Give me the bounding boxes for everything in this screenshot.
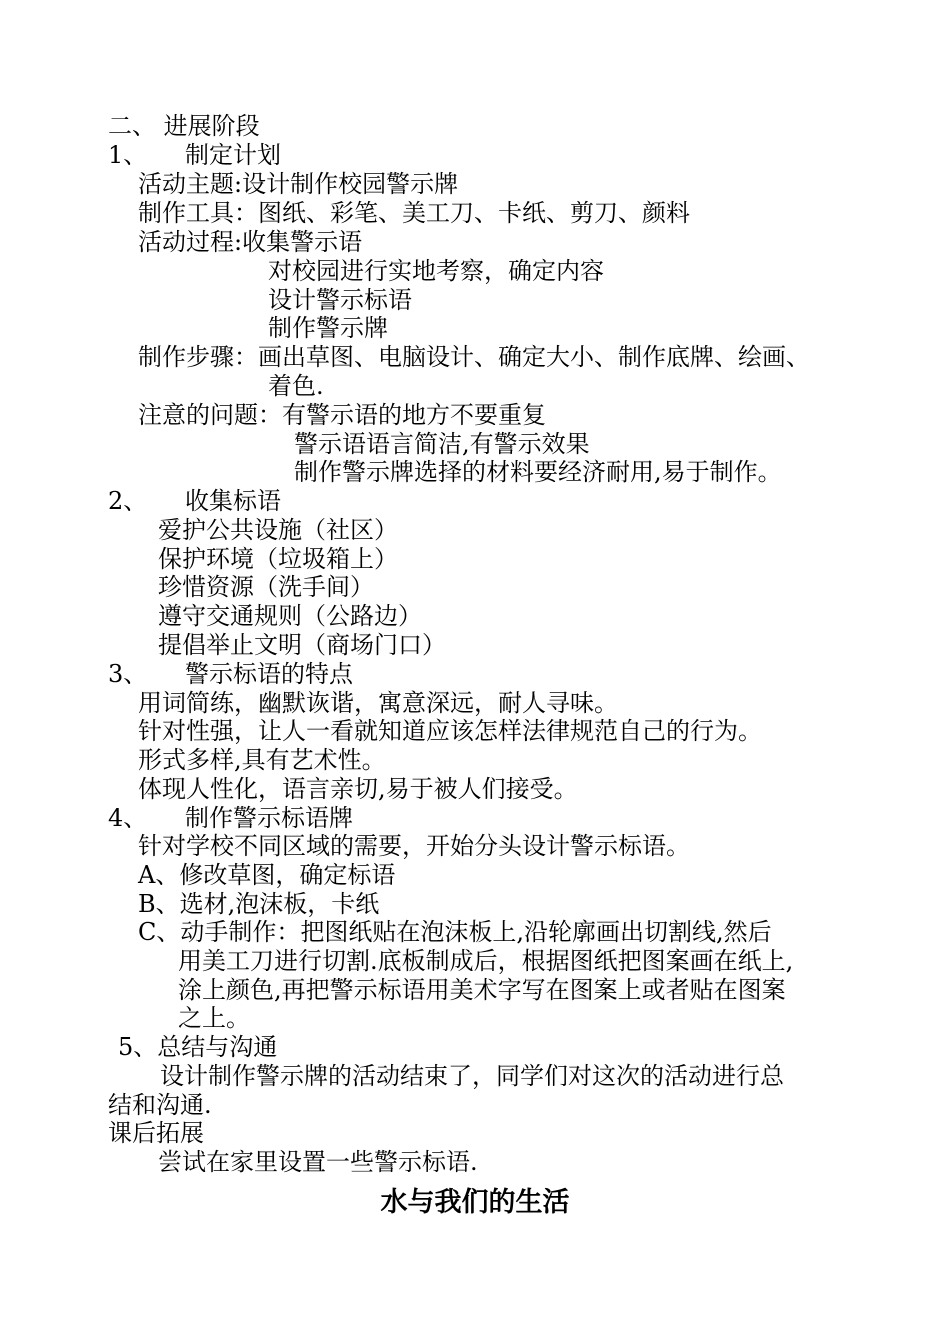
making-line: 针对学校不同区域的需要，开始分头设计警示标语。	[138, 832, 690, 860]
section-3-heading	[108, 660, 353, 689]
plan-line: 制作步骤：画出草图、电脑设计、确定大小、制作底牌、绘画、	[138, 343, 810, 371]
next-lesson-title: 水与我们的生活	[380, 1187, 570, 1218]
section-title: 警示标语的特点	[185, 660, 353, 688]
section-1-heading	[108, 141, 281, 170]
feature-line: 形式多样,具有艺术性。	[138, 746, 386, 774]
slogan-item: 爱护公共设施（社区）	[158, 516, 398, 544]
section-5-heading: 5、总结与沟通	[118, 1033, 278, 1061]
plan-line: 制作警示牌选择的材料要经济耐用,易于制作。	[294, 458, 782, 486]
extension-line: 尝试在家里设置一些警示标语.	[158, 1148, 478, 1176]
making-line: B、选材,泡沫板，卡纸	[138, 890, 380, 918]
slogan-item: 保护环境（垃圾箱上）	[158, 545, 398, 573]
slogan-item: 珍惜资源（洗手间）	[158, 573, 374, 601]
slogan-item: 遵守交通规则（公路边）	[158, 602, 422, 630]
plan-line: 制作警示牌	[268, 314, 388, 342]
section-number: 4、	[108, 804, 148, 832]
plan-line: 活动主题:设计制作校园警示牌	[138, 170, 459, 198]
section-2-heading	[108, 487, 281, 516]
extension-heading: 课后拓展	[108, 1119, 204, 1147]
section-title: 收集标语	[185, 487, 281, 515]
feature-line: 针对性强，让人一看就知道应该怎样法律规范自己的行为。	[138, 717, 762, 745]
plan-line: 设计警示标语	[268, 286, 412, 314]
stage-heading: 二、 进展阶段	[108, 112, 260, 140]
section-title: 制作警示标语牌	[185, 804, 353, 832]
section-4-heading	[108, 804, 353, 833]
feature-line: 体现人性化，语言亲切,易于被人们接受。	[138, 775, 578, 803]
making-line: 涂上颜色,再把警示标语用美术字写在图案上或者贴在图案	[178, 976, 786, 1004]
making-line: C、动手制作：把图纸贴在泡沫板上,沿轮廓画出切割线,然后	[138, 918, 772, 946]
plan-line: 活动过程:收集警示语	[138, 228, 363, 256]
summary-line: 设计制作警示牌的活动结束了，同学们对这次的活动进行总	[160, 1062, 784, 1090]
plan-line: 制作工具：图纸、彩笔、美工刀、卡纸、剪刀、颜料	[138, 199, 690, 227]
section-number: 2、	[108, 487, 148, 515]
making-line: A、修改草图，确定标语	[138, 861, 396, 889]
feature-line: 用词简练，幽默诙谐，寓意深远，耐人寻味。	[138, 689, 618, 717]
section-title: 制定计划	[185, 141, 281, 169]
making-line: 用美工刀进行切割.底板制成后，根据图纸把图案画在纸上,	[178, 947, 794, 975]
plan-line: 注意的问题：有警示语的地方不要重复	[138, 401, 546, 429]
making-line: 之上。	[178, 1004, 250, 1032]
plan-line: 着色.	[268, 372, 324, 400]
section-number: 3、	[108, 660, 148, 688]
section-number: 1、	[108, 141, 148, 169]
summary-line: 结和沟通.	[108, 1091, 212, 1119]
plan-line: 警示语语言简洁,有警示效果	[294, 430, 590, 458]
plan-line: 对校园进行实地考察，确定内容	[268, 257, 604, 285]
slogan-item: 提倡举止文明（商场门口）	[158, 631, 446, 659]
